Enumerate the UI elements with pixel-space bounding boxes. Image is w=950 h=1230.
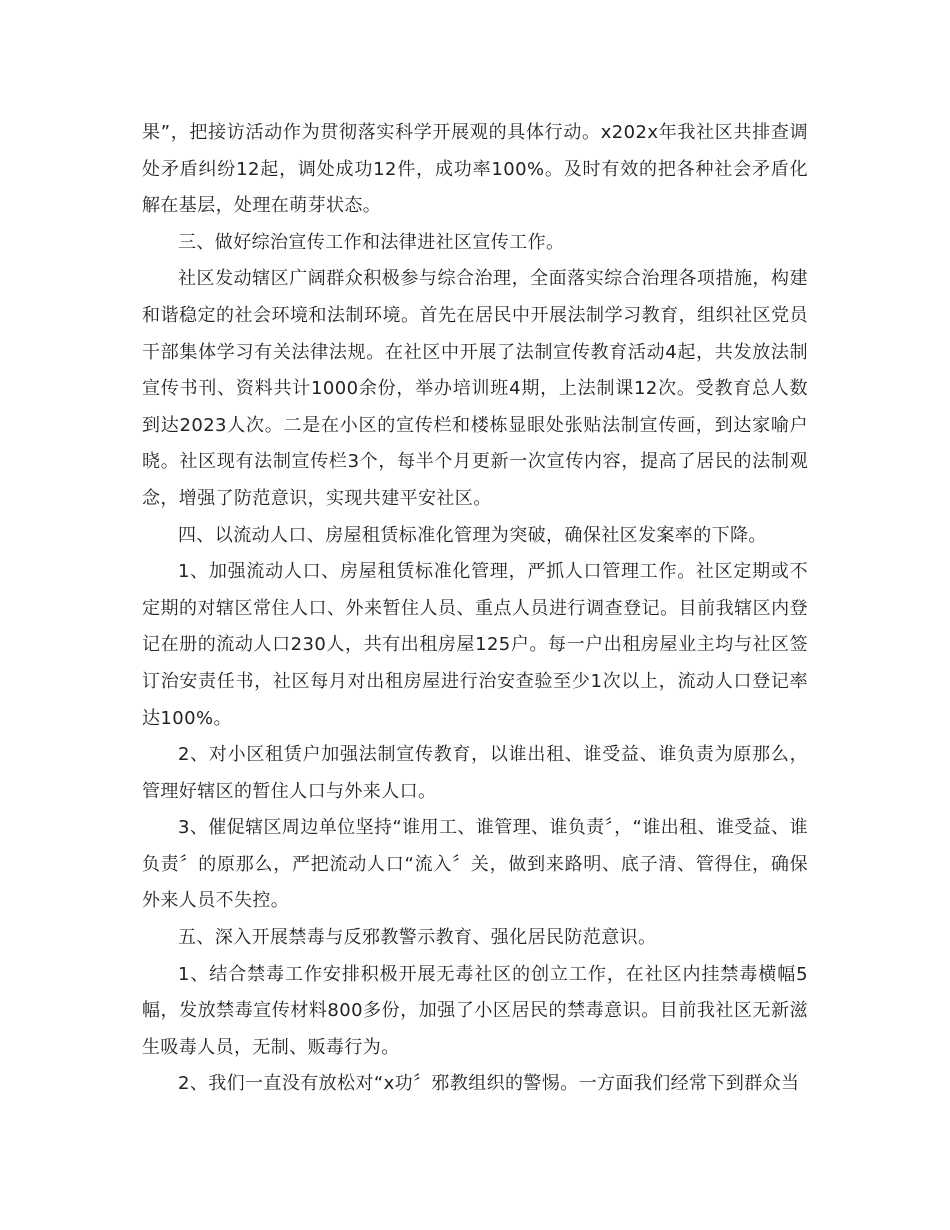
paragraph-item-4-3: 3、催促辖区周边单位坚持“谁用工、谁管理、谁负责〞，“谁出租、谁受益、谁负责〞的原那么，严把流动人口“流入〞关，做到来路明、底子清、管得住，确保外来人员不失控。 bbox=[142, 817, 808, 912]
section-heading-4: 四、以流动人口、房屋租赁标准化管理为突破，确保社区发案率的下降。 bbox=[178, 524, 767, 546]
paragraph-legal-publicity: 社区发动辖区广阔群众积极参与综合治理，全面落实综合治理各项措施，构建和谐稳定的社会环境和法制环境。首先在居民中开展法制学习教育，组织社区党员干部集体学习有关法律法规。在社区中开展了法制宣传教育活动4起，共发放法制宣传书刊、资料共计1000余份，举办培训班4期，上法制课12次。受教育总人数到达2023人次。二是在小区的宣传栏和楼栋显眼处张贴法制宣传画，到达家喻户晓。社区现有法制宣传栏3个，每半个月更新一次宣传内容，提高了居民的法制观念，增强了防范意识，实现共建平安社区。 bbox=[142, 268, 808, 509]
paragraph-item-4-2: 2、对小区租赁户加强法制宣传教育，以谁出租、谁受益、谁负责为原那么，管理好辖区的暂住人口与外来人口。 bbox=[142, 744, 808, 802]
paragraph-item-4-1: 1、加强流动人口、房屋租赁标准化管理，严抓人口管理工作。社区定期或不定期的对辖区常住人口、外来暂住人员、重点人员进行调查登记。目前我辖区内登记在册的流动人口230人，共有出租房屋125户。每一户出租房屋业主均与社区签订治安责任书，社区每月对出租房屋进行治安查验至少1次以上，流动人口登记率达100%。 bbox=[142, 561, 808, 729]
paragraph-continuation: 果”，把接访活动作为贯彻落实科学开展观的具体行动。x202x年我社区共排查调处矛盾纠纷12起，调处成功12件，成功率100%。及时有效的把各种社会矛盾化解在基层，处理在萌芽状态。 bbox=[142, 122, 808, 217]
section-heading-3: 三、做好综治宣传工作和法律进社区宣传工作。 bbox=[178, 231, 565, 253]
paragraph-item-5-1: 1、结合禁毒工作安排积极开展无毒社区的创立工作，在社区内挂禁毒横幅5幅，发放禁毒宣传材料800多份，加强了小区居民的禁毒意识。目前我社区无新滋生吸毒人员，无制、贩毒行为。 bbox=[142, 963, 808, 1058]
section-heading-5: 五、深入开展禁毒与反邪教警示教育、强化居民防范意识。 bbox=[178, 927, 657, 949]
document-body bbox=[142, 115, 808, 1103]
paragraph-item-5-2: 2、我们一直没有放松对“x功〞邪教组织的警惕。一方面我们经常下到群众当 bbox=[178, 1073, 800, 1095]
